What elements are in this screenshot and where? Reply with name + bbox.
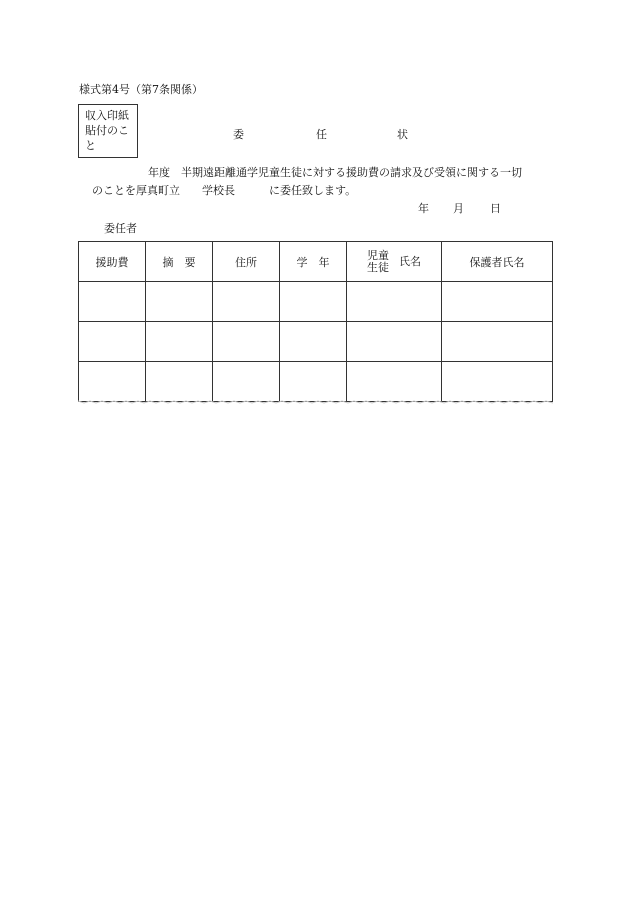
header-aid: 援助費 [79,242,146,282]
header-address: 住所 [213,242,280,282]
table-cell[interactable] [280,322,347,362]
form-number: 様式第4号（第7条関係） [79,83,203,96]
body-line-2-part-2: 学校長 [202,184,235,197]
header-guardian: 保護者氏名 [442,242,553,282]
date-year: 年 [418,202,429,215]
title-char-2: 任 [316,128,327,141]
body-line-2-part-1: のことを厚真町立 [92,184,180,197]
table-cell[interactable] [213,282,280,322]
table-cell[interactable] [442,322,553,362]
stamp-box-line-3: と [85,139,96,152]
table-cell[interactable] [442,362,553,402]
stamp-box-line-2: 貼付のこ [85,124,129,137]
title-char-1: 委 [233,128,244,141]
table-cell[interactable] [146,362,213,402]
table-cell[interactable] [347,322,442,362]
table-cell[interactable] [213,322,280,362]
table-cell[interactable] [442,282,553,322]
date-day: 日 [490,202,501,215]
table-cell[interactable] [79,282,146,322]
body-line-2-part-3: に委任致します。 [269,184,357,197]
table-cell[interactable] [280,282,347,322]
header-grade: 学 年 [280,242,347,282]
student-stack [367,250,389,274]
table-cell[interactable] [146,282,213,322]
table-row [79,322,553,362]
table-cell[interactable] [79,322,146,362]
body-line-1: 年度 半期遠距離通学児童生徒に対する援助費の請求及び受領に関する一切 [148,166,522,179]
table-cell[interactable] [347,362,442,402]
table-cell[interactable] [146,322,213,362]
table-cell[interactable] [79,362,146,402]
torn-edge [78,399,553,405]
revenue-stamp-box [78,104,138,158]
header-student-name [347,242,442,282]
header-student-bottom: 生徒 [367,260,389,274]
header-summary: 摘 要 [146,242,213,282]
table-cell[interactable] [347,282,442,322]
header-student-top: 児童 [367,248,389,262]
body-line-2 [92,182,356,198]
stamp-box-line-1: 収入印紙 [85,109,129,122]
delegator-label: 委任者 [104,222,137,235]
title-char-3: 状 [397,128,408,141]
header-student-name-label: 氏名 [399,254,421,268]
table-header-row [79,242,553,282]
table-row [79,282,553,322]
date-month: 月 [453,202,464,215]
table-row [79,362,553,402]
aid-table [78,241,553,402]
table-cell[interactable] [213,362,280,402]
table-cell[interactable] [280,362,347,402]
